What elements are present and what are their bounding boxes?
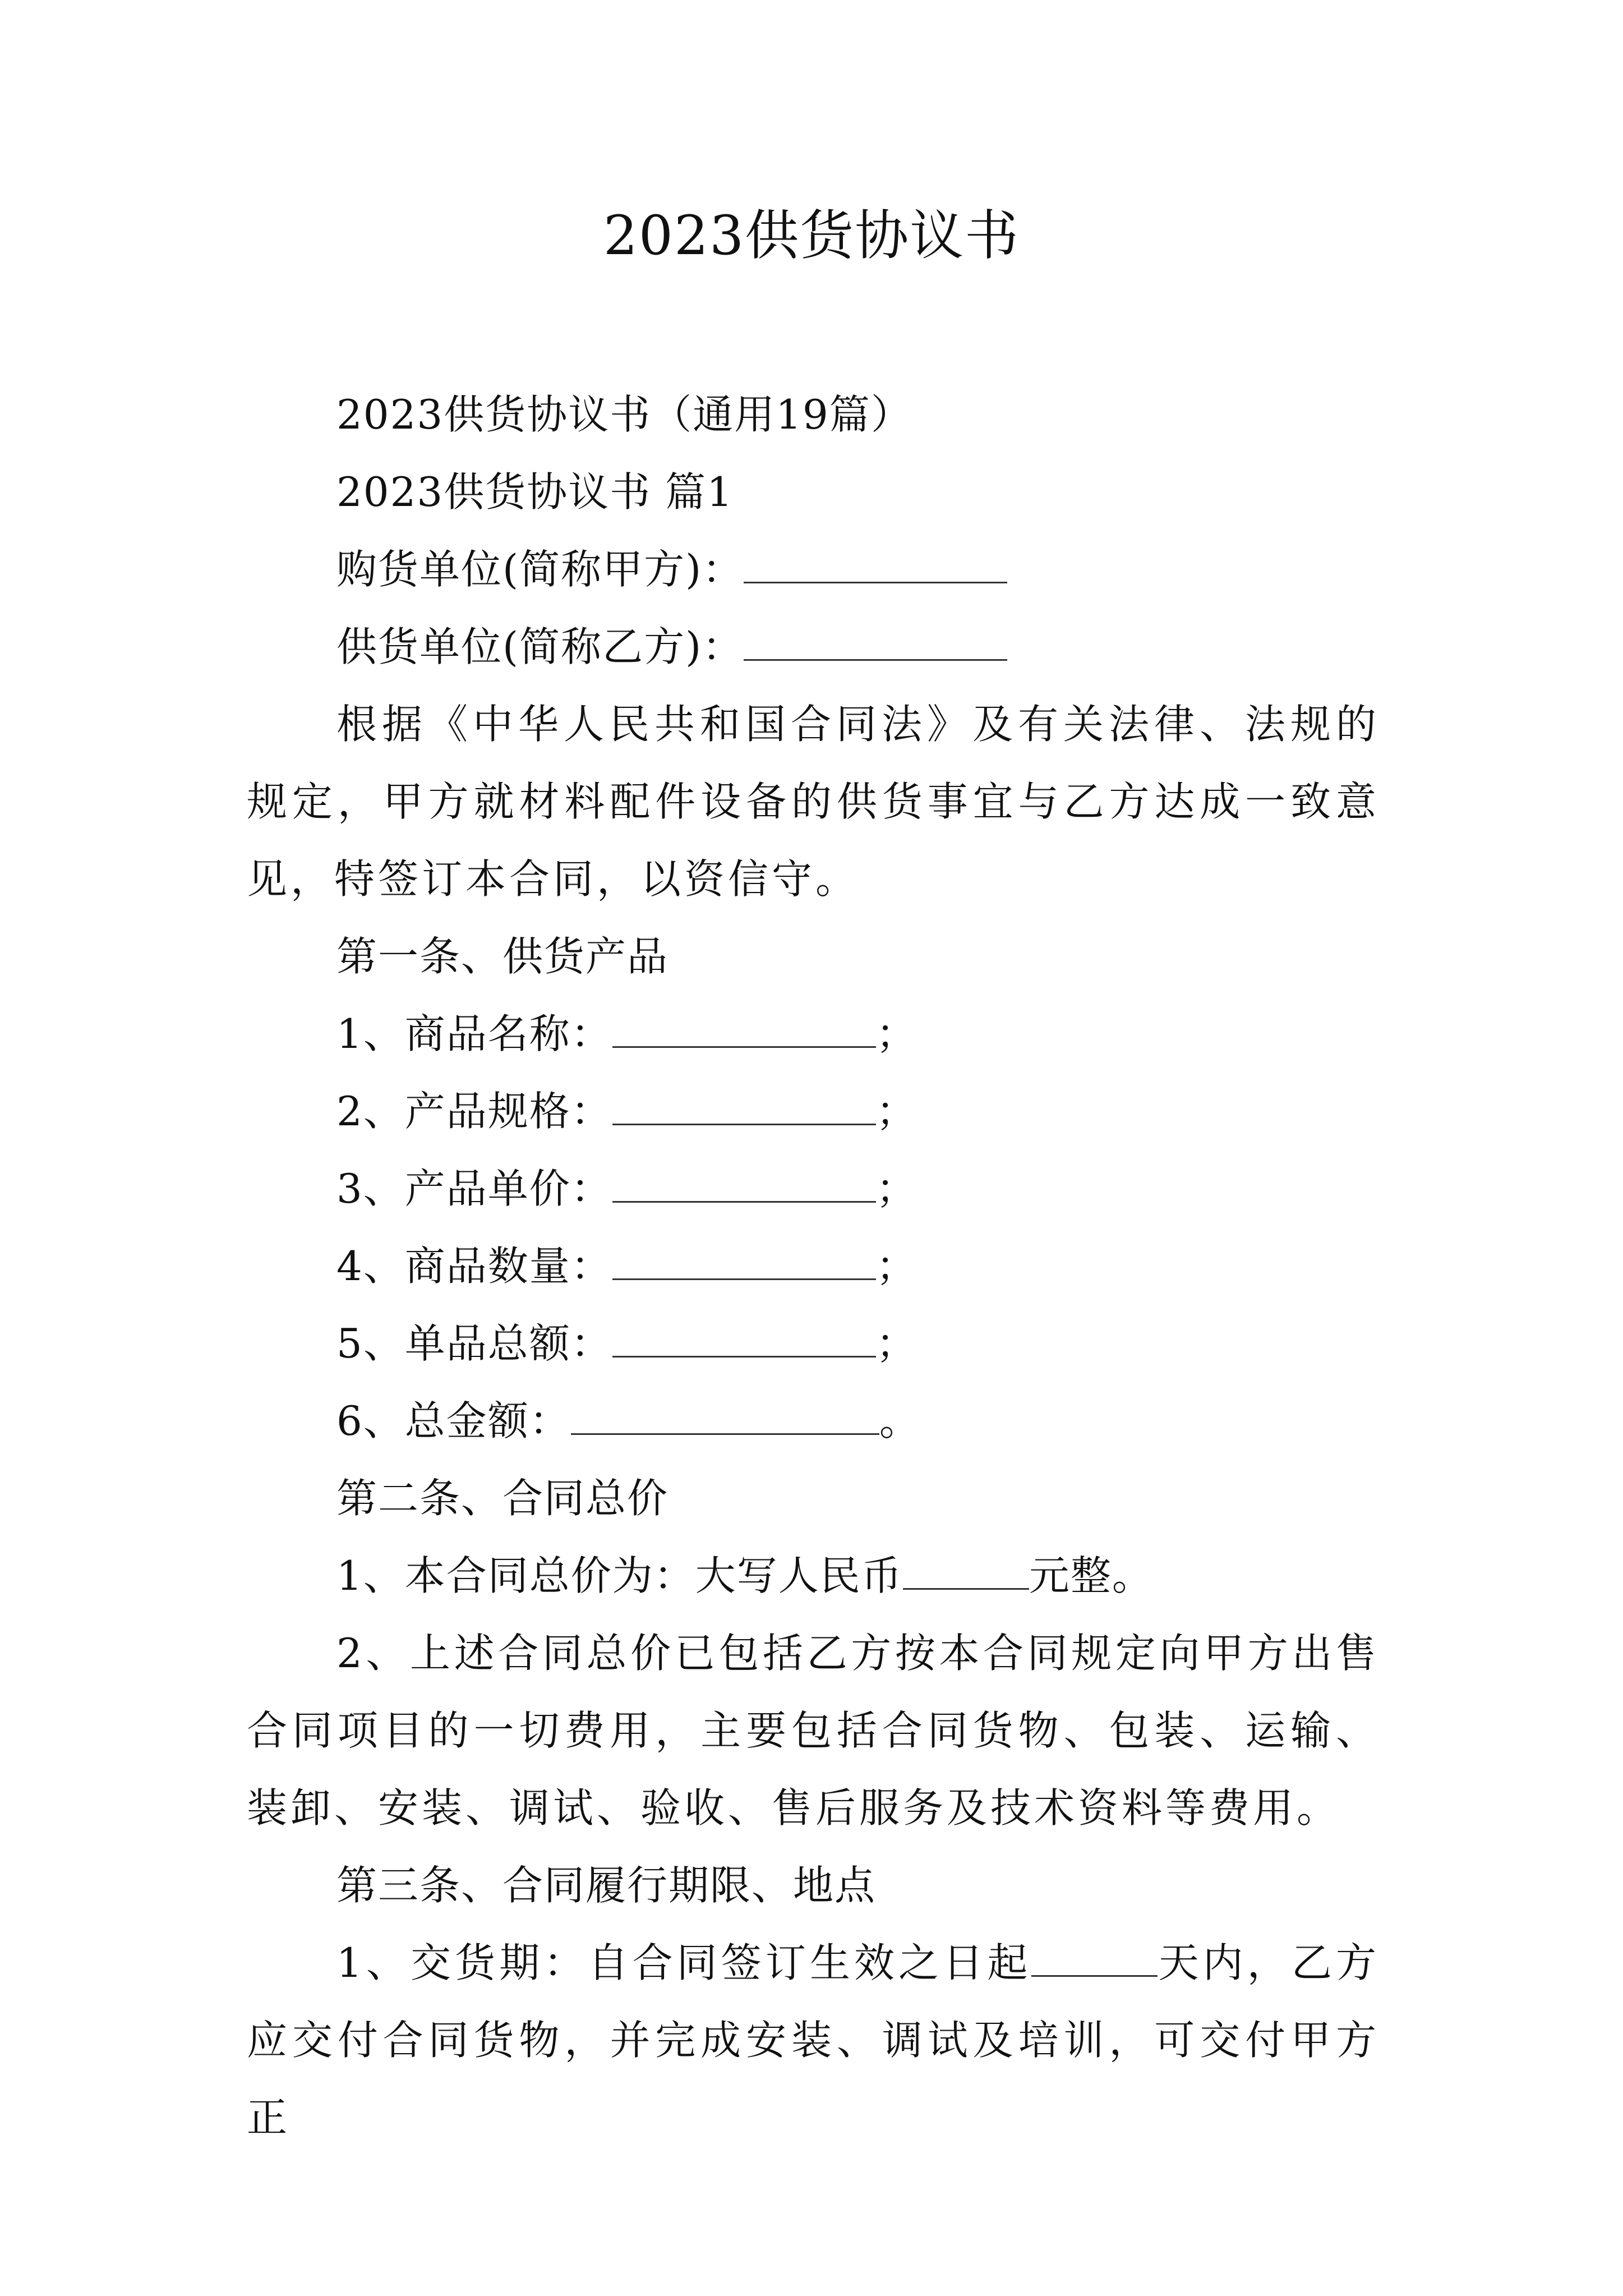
article2-item2: 2、上述合同总价已包括乙方按本合同规定向甲方出售合同项目的一切费用，主要包括合同货物、包装、运输、装卸、安装、调试、验收、售后服务及技术资料等费用。: [247, 1630, 1380, 1832]
item-blank: [612, 1007, 876, 1048]
article1-item: [247, 1073, 1380, 1150]
supplier-blank: [744, 620, 1007, 661]
item-end: ；: [875, 1243, 917, 1290]
item-label: 3、产品单价：: [336, 1165, 612, 1212]
article1-item: [247, 1150, 1380, 1227]
article1-heading: 第一条、供货产品: [336, 933, 669, 980]
article2-heading: 第二条、合同总价: [336, 1475, 669, 1522]
item-blank: [612, 1239, 876, 1280]
item-label: 6、总金额：: [336, 1397, 571, 1444]
article2-item1-after: 元整。: [1029, 1552, 1154, 1599]
item-label: 4、商品数量：: [336, 1243, 612, 1290]
buyer-label: 购货单位(简称甲方)：: [336, 546, 744, 593]
article1-item: [247, 1305, 1380, 1382]
buyer-field: [247, 531, 1380, 608]
days-blank: [1031, 1936, 1158, 1977]
item-blank: [612, 1317, 876, 1358]
item-end: ；: [875, 1010, 917, 1057]
article1-item: [247, 1382, 1380, 1460]
intro-paragraph: 根据《中华人民共和国合同法》及有关法律、法规的规定，甲方就材料配件设备的供货事宜与乙方达成一致意见，特签订本合同，以资信守。: [247, 701, 1380, 903]
item-label: 2、产品规格：: [336, 1088, 612, 1135]
article3-heading: 第三条、合同履行期限、地点: [336, 1862, 877, 1909]
buyer-blank: [744, 542, 1007, 583]
item-label: 5、单品总额：: [336, 1320, 612, 1367]
item-blank: [571, 1394, 879, 1435]
document-body: [247, 376, 1380, 2156]
article3-item1: [247, 1924, 1380, 2156]
document-subtitle: 2023供货协议书（通用19篇）: [336, 391, 912, 438]
section-heading: 2023供货协议书 篇1: [336, 468, 734, 516]
document-title: 2023供货协议书: [603, 204, 1020, 267]
article2-item1: [247, 1537, 1380, 1614]
item-end: 。: [879, 1397, 921, 1444]
item-label: 1、商品名称：: [336, 1010, 612, 1057]
item-end: ；: [875, 1165, 917, 1212]
article2-item1-before: 1、本合同总价为：大写人民币: [336, 1552, 903, 1599]
article1-item: [247, 1227, 1380, 1305]
item-blank: [612, 1084, 876, 1125]
item-blank: [612, 1162, 876, 1203]
supplier-field: [247, 608, 1380, 685]
article3-item1-after: 天内，乙方应交付合同货物，并完成安装、调试及培训，可交付甲方正: [247, 1939, 1380, 2141]
item-end: ；: [875, 1088, 917, 1135]
item-end: ；: [875, 1320, 917, 1367]
article3-item1-before: 1、交货期：自合同签订生效之日起: [336, 1939, 1032, 1986]
article1-item: [247, 995, 1380, 1073]
amount-blank: [903, 1549, 1029, 1590]
supplier-label: 供货单位(简称乙方)：: [336, 623, 744, 670]
